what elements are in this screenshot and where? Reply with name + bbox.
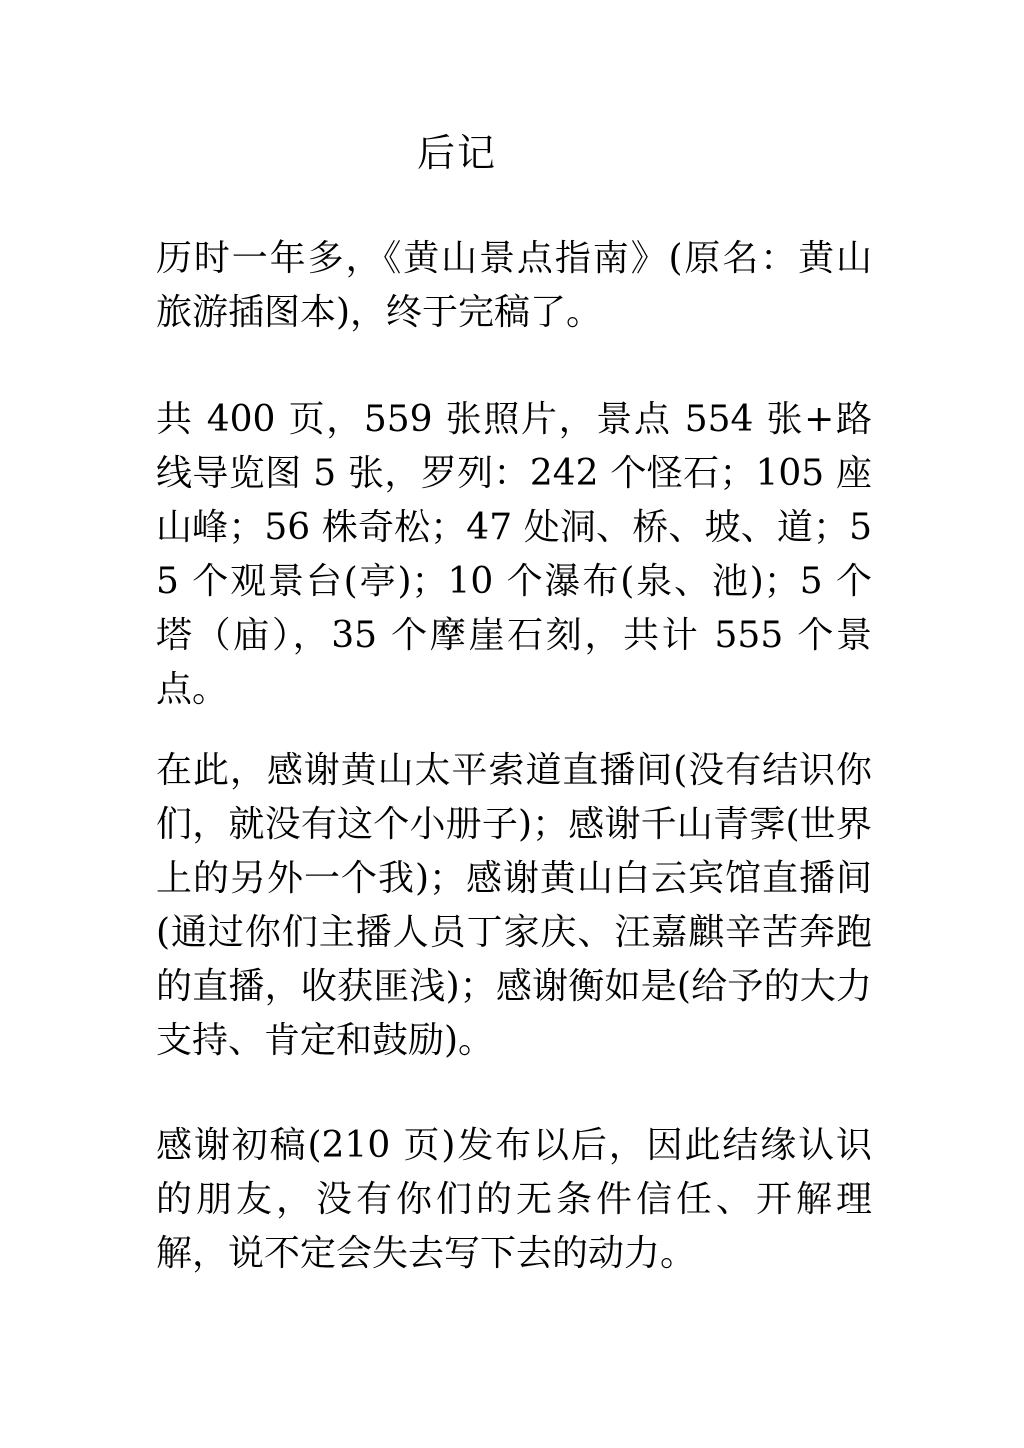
paragraph-acknowledgements: 在此，感谢黄山太平索道直播间(没有结识你们，就没有这个小册子)；感谢千山青霁(世界上的另外一个我)；感谢黄山白云宾馆直播间(通过你们主播人员丁家庆、汪嘉麒辛苦奔跑的直播，收获匪浅)；感谢衡如是(给予的大力支持、肯定和鼓励)。 (156, 750, 872, 1061)
page-title: 后记 (416, 131, 497, 175)
paragraph-completion: 历时一年多，《黄山景点指南》(原名：黄山旅游插图本)，终于完稿了。 (156, 238, 872, 333)
paragraph-statistics: 共 400 页，559 张照片，景点 554 张+路线导览图 5 张，罗列：242 个怪石；105 座山峰；56 株奇松；47 处洞、桥、坡、道；55 个观景台(亭)；10 个瀑布(泉、池)；5 个塔（庙），35 个摩崖石刻，共计 555 个景点。 (156, 399, 872, 710)
paragraph-thanks-friends: 感谢初稿(210 页)发布以后，因此结缘认识的朋友，没有你们的无条件信任、开解理解，说不定会失去写下去的动力。 (156, 1125, 872, 1274)
